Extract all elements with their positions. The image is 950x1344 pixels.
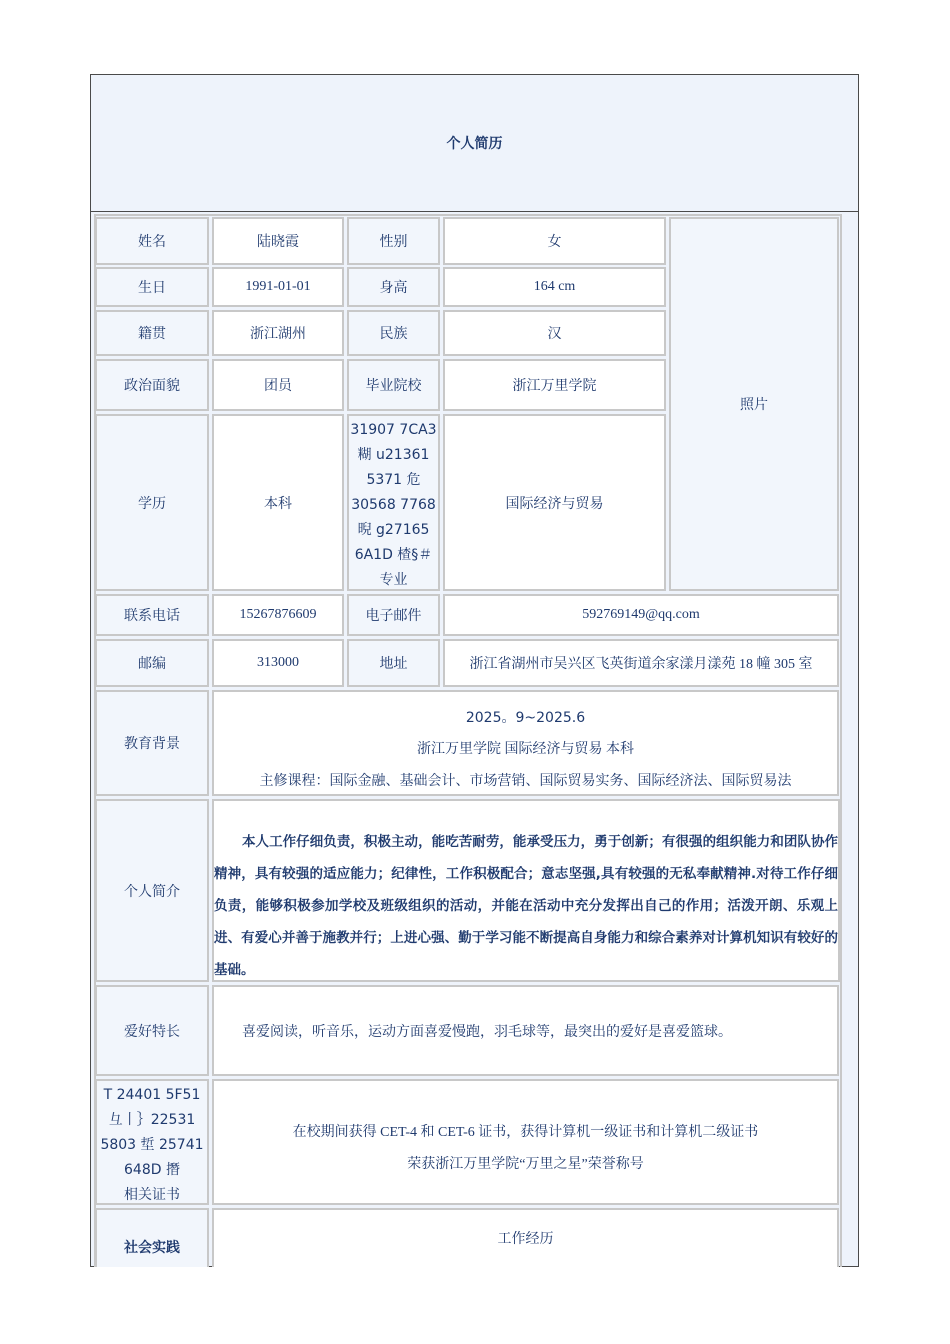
intro-label: 个人简介 [95,799,209,982]
school-value: 浙江万里学院 [443,359,666,411]
degree-label: 学历 [95,414,209,591]
zip-label: 邮编 [95,639,209,687]
address-value: 浙江省湖州市吴兴区飞英街道余家漾月漾苑 18 幢 305 室 [443,639,839,687]
certs-line: 荣获浙江万里学院“万里之星”荣誉称号 [407,1157,644,1172]
email-value: 592769149@qq.com [443,594,839,636]
certs-label-line: 彑丨｝22531 [108,1112,196,1128]
intro-content [212,799,840,982]
political-value: 团员 [212,359,344,411]
address-label: 地址 [347,639,440,687]
education-school: 浙江万里学院 国际经济与贸易 本科 [417,742,634,757]
origin-label: 籍贯 [95,310,209,356]
certs-label [95,1079,209,1205]
name-value: 陆晓霞 [212,217,344,265]
name-label: 姓名 [95,217,209,265]
major-label-line: 30568 7768 [351,497,436,513]
major-value: 国际经济与贸易 [443,414,666,591]
hobbies-label: 爱好特长 [95,985,209,1076]
phone-value: 15267876609 [212,594,344,636]
major-label-line: 5371 危 [366,472,421,488]
school-label: 毕业院校 [347,359,440,411]
certs-label-line: T 24401 5F51 [103,1087,201,1103]
major-label-line: 晲 g27165 [357,522,430,538]
major-label [347,414,440,591]
birth-label: 生日 [95,267,209,307]
email-label: 电子邮件 [347,594,440,636]
education-courses: 主修课程：国际金融、基础会计、市场营销、国际贸易实务、国际经济法、国际贸易法 [259,774,792,789]
origin-value: 浙江湖州 [212,310,344,356]
education-label: 教育背景 [95,690,209,796]
gender-label: 性别 [347,217,440,265]
intro-text: 本人工作仔细负责，积极主动，能吃苦耐劳，能承受压力，勇于创新；有很强的组织能力和团队协作精神，具有较强的适应能力；纪律性，工作积极配合；意志坚强,具有较强的无私奉献精神.对待工作仔细负责，能够积极参加学校及班级组织的活动，并能在活动中充分发挥出自己的作用；活泼开朗、乐观上进、有爱心并善于施教并行；上进心强、勤于学习能不断提高自身能力和综合素养对计算机知识有较好的基础。 [214,834,838,978]
page-title: 个人简历 [90,74,859,212]
phone-label: 联系电话 [95,594,209,636]
height-value: 164 cm [443,267,666,307]
education-content [212,690,839,796]
birth-value: 1991-01-01 [212,267,344,307]
zip-value: 313000 [212,639,344,687]
ethnicity-label: 民族 [347,310,440,356]
education-period: 2025。9~2025.6 [465,710,586,726]
major-label-line: 31907 7CA3 [350,422,437,438]
hobbies-text: 喜爱阅读，听音乐，运动方面喜爱慢跑，羽毛球等，最突出的爱好是喜爱篮球。 [212,985,839,1076]
certs-label-line: 5803 埑 25741 [100,1137,204,1153]
degree-value: 本科 [212,414,344,591]
major-label-line: 6A1D 楂§＃ [354,547,433,563]
certs-label-line: 相关证书 [124,1187,180,1203]
practice-label: 社会实践 [95,1208,209,1267]
certs-label-line: 648D 撍 [124,1162,180,1178]
certs-content [212,1079,839,1205]
practice-value: 工作经历 [212,1208,839,1267]
height-label: 身高 [347,267,440,307]
gender-value: 女 [443,217,666,265]
major-label-line: 糊 u21361 [357,447,430,463]
ethnicity-value: 汉 [443,310,666,356]
certs-line: 在校期间获得 CET-4 和 CET-6 证书，获得计算机一级证书和计算机二级证书 [292,1125,759,1140]
major-label-line: 专业 [379,572,408,588]
photo-placeholder: 照片 [669,217,839,591]
political-label: 政治面貌 [95,359,209,411]
